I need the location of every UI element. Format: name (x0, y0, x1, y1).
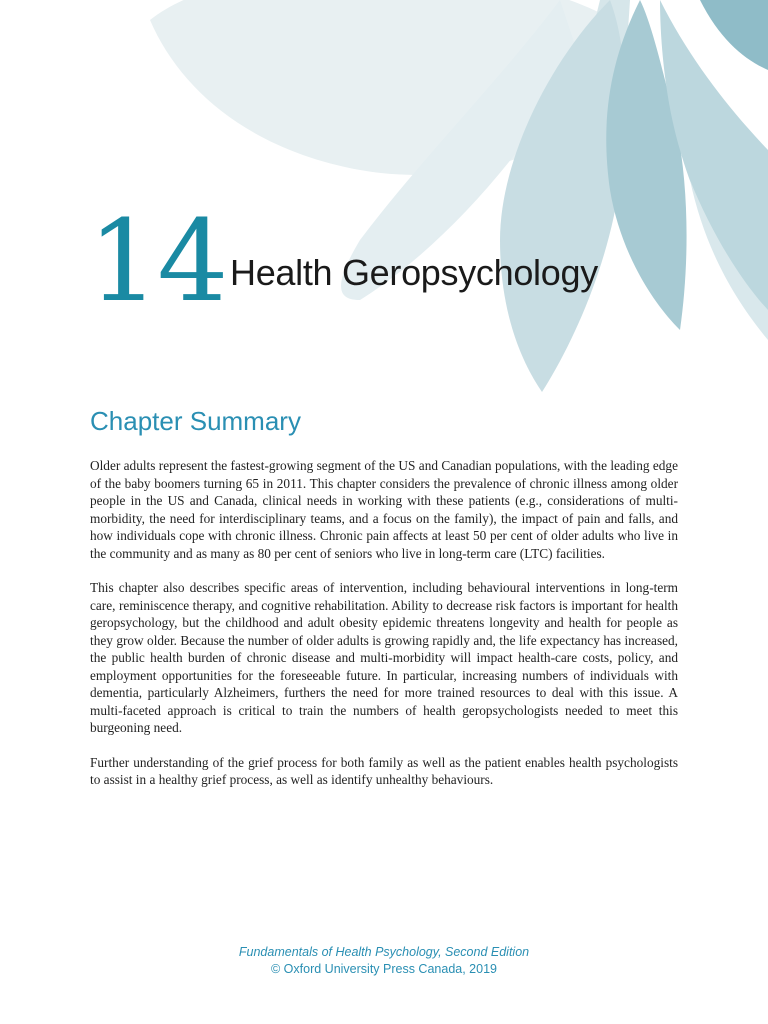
summary-paragraph: Older adults represent the fastest-growing segment of the US and Canadian populations, with the leading edge of the baby boomers turning 65 in 2011. This chapter considers the prevalence of chronic illness among older people in the US and Canada, clinical needs in working with these patients (e.g., considerations of multi-morbidity, the need for interdisciplinary teams, and a focus on the family), the impact of pain and falls, and how individuals cope with chronic illness. Chronic pain affects at least 50 per cent of older adults who live in the community and as many as 80 per cent of seniors who live in long-term care (LTC) facilities. (90, 458, 678, 561)
chapter-title: Health Geropsychology (230, 252, 598, 293)
chapter-number: 14 (88, 197, 227, 327)
page-footer (0, 944, 768, 978)
summary-paragraph: This chapter also describes specific areas of intervention, including behavioural interventions in long-term care, reminiscence therapy, and cognitive rehabilitation. Ability to decrease risk factors is important for health geropsychology, but the childhood and adult obesity epidemic threatens longevity and health for people as they grow older. Because the number of older adults is growing rapidly and, the life expectancy has increased, the public health burden of chronic disease and multi-morbidity will impact health-care costs, policy, and employment opportunities for the foreseeable future. In particular, increasing numbers of individuals with dementia, particularly Alzheimers, furthers the need for more trained resources to deal with this issue. A multi-faceted approach is critical to train the numbers of health geropsychologists needed to meet this burgeoning need. (90, 580, 678, 735)
summary-paragraph: Further understanding of the grief process for both family as well as the patient enables health psychologists to assist in a healthy grief process, as well as identify unhealthy behaviours. (90, 754, 678, 787)
chapter-summary-heading: Chapter Summary (90, 406, 301, 436)
chapter-summary-body (90, 457, 678, 806)
petal-shape (700, 0, 768, 70)
footer-copyright: © Oxford University Press Canada, 2019 (271, 962, 497, 976)
footer-book-title: Fundamentals of Health Psychology, Second Edition (238, 945, 530, 959)
